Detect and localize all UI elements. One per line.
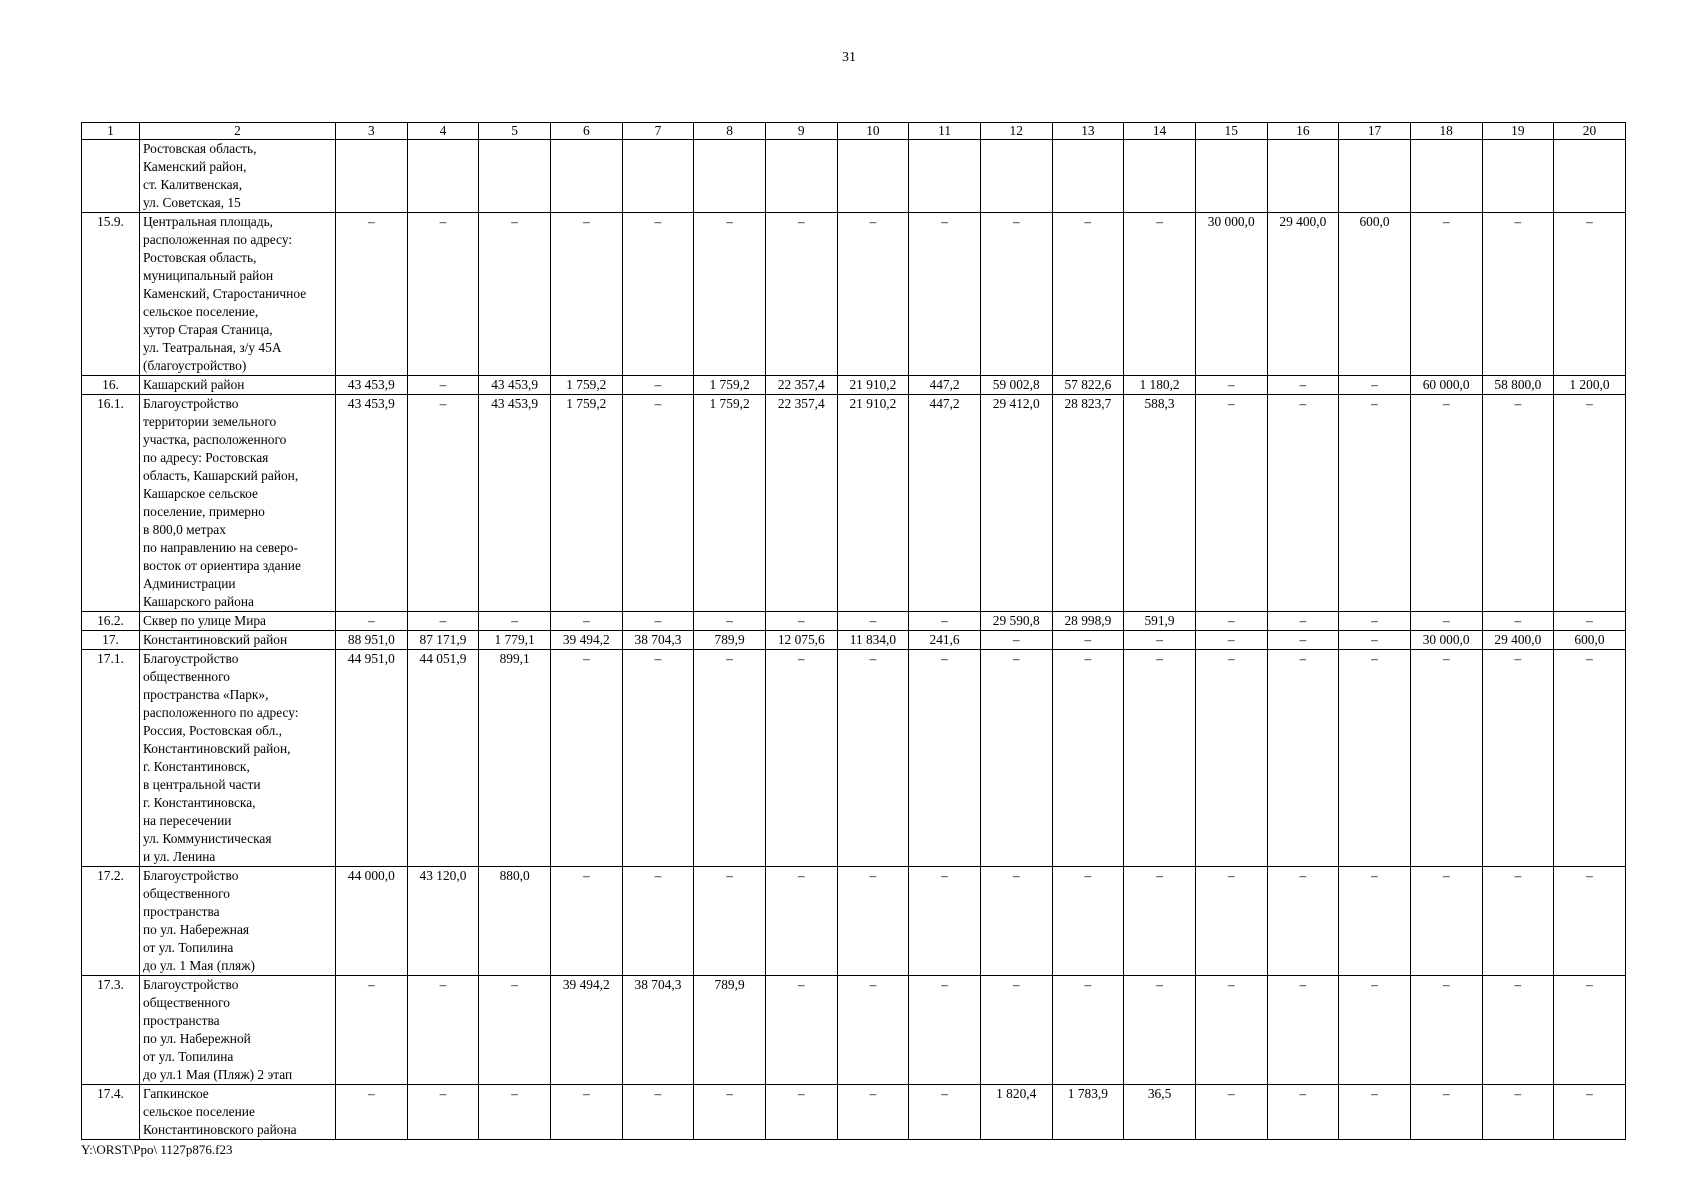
value-cell: 789,9: [694, 631, 766, 650]
column-number-cell: 3: [336, 123, 408, 140]
page-number: 31: [842, 50, 856, 65]
row-number-cell: 16.2.: [82, 612, 140, 631]
value-cell: –: [1052, 213, 1124, 376]
value-cell: –: [1052, 631, 1124, 650]
column-number-cell: 20: [1554, 123, 1626, 140]
value-cell: –: [550, 1085, 622, 1140]
value-cell: 58 800,0: [1482, 376, 1554, 395]
value-cell: 43 453,9: [336, 395, 408, 612]
value-cell: 44 051,9: [407, 650, 479, 867]
value-cell: 28 998,9: [1052, 612, 1124, 631]
value-cell: –: [837, 612, 909, 631]
value-cell: –: [622, 612, 694, 631]
value-cell: –: [1195, 1085, 1267, 1140]
value-cell: 43 453,9: [479, 395, 551, 612]
value-cell: 39 494,2: [550, 976, 622, 1085]
value-cell: –: [694, 1085, 766, 1140]
value-cell: –: [622, 395, 694, 612]
value-cell: –: [1195, 376, 1267, 395]
value-cell: –: [765, 612, 837, 631]
value-cell: –: [1554, 976, 1626, 1085]
value-cell: –: [1195, 976, 1267, 1085]
value-cell: –: [1410, 213, 1482, 376]
value-cell: –: [1195, 612, 1267, 631]
value-cell: 600,0: [1554, 631, 1626, 650]
value-cell: [407, 140, 479, 213]
value-cell: 21 910,2: [837, 395, 909, 612]
table-row: [82, 650, 1626, 867]
value-cell: 880,0: [479, 867, 551, 976]
value-cell: –: [1554, 650, 1626, 867]
item-name-cell: Благоустройство общественного пространства «Парк», расположенного по адресу: Россия, Ростовская обл., Константиновский район, г. Константиновск, в центральной части г. Константиновска, на пересечении ул. Коммунистическая и ул. Ленина: [140, 650, 336, 867]
value-cell: –: [407, 976, 479, 1085]
value-cell: 87 171,9: [407, 631, 479, 650]
value-cell: –: [1339, 395, 1411, 612]
value-cell: 588,3: [1124, 395, 1196, 612]
column-number-cell: 2: [140, 123, 336, 140]
value-cell: –: [1124, 650, 1196, 867]
value-cell: –: [1267, 1085, 1339, 1140]
value-cell: 22 357,4: [765, 395, 837, 612]
value-cell: –: [1052, 867, 1124, 976]
value-cell: –: [1554, 1085, 1626, 1140]
value-cell: –: [765, 213, 837, 376]
row-number-cell: [82, 140, 140, 213]
table-row: [82, 631, 1626, 650]
value-cell: 29 400,0: [1482, 631, 1554, 650]
value-cell: 43 453,9: [479, 376, 551, 395]
value-cell: [980, 140, 1052, 213]
value-cell: 1 200,0: [1554, 376, 1626, 395]
value-cell: –: [407, 1085, 479, 1140]
column-number-cell: 17: [1339, 123, 1411, 140]
value-cell: –: [1124, 976, 1196, 1085]
value-cell: 1 820,4: [980, 1085, 1052, 1140]
value-cell: –: [550, 867, 622, 976]
value-cell: –: [837, 976, 909, 1085]
value-cell: 29 590,8: [980, 612, 1052, 631]
item-name-cell: Центральная площадь, расположенная по адресу: Ростовская область, муниципальный район Каменский, Старостаничное сельское поселение, хутор Старая Станица, ул. Театральная, з/у 45А (благоустройство): [140, 213, 336, 376]
value-cell: 1 759,2: [550, 376, 622, 395]
value-cell: 88 951,0: [336, 631, 408, 650]
value-cell: –: [1195, 650, 1267, 867]
item-name-cell: Гапкинское сельское поселение Константиновского района: [140, 1085, 336, 1140]
value-cell: –: [1267, 650, 1339, 867]
value-cell: –: [1410, 1085, 1482, 1140]
value-cell: –: [1267, 867, 1339, 976]
value-cell: –: [1410, 650, 1482, 867]
row-number-cell: 17.3.: [82, 976, 140, 1085]
row-number-cell: 17.1.: [82, 650, 140, 867]
value-cell: –: [1124, 867, 1196, 976]
value-cell: –: [909, 650, 981, 867]
row-number-cell: 17.4.: [82, 1085, 140, 1140]
value-cell: –: [1339, 1085, 1411, 1140]
value-cell: –: [765, 867, 837, 976]
value-cell: 600,0: [1339, 213, 1411, 376]
value-cell: –: [1339, 612, 1411, 631]
value-cell: –: [622, 650, 694, 867]
row-number-cell: 17.2.: [82, 867, 140, 976]
footer-file-path: Y:\ORST\Ppo\ 1127p876.f23: [81, 1142, 233, 1157]
value-cell: –: [909, 976, 981, 1085]
value-cell: –: [1052, 976, 1124, 1085]
value-cell: –: [1339, 376, 1411, 395]
value-cell: 29 412,0: [980, 395, 1052, 612]
item-name-cell: Благоустройство территории земельного участка, расположенного по адресу: Ростовская область, Кашарский район, Кашарское сельское поселение, примерно в 800,0 метрах по направлению на северо- восток от ориентира здание Администрации Кашарского района: [140, 395, 336, 612]
column-number-cell: 7: [622, 123, 694, 140]
value-cell: –: [1339, 650, 1411, 867]
value-cell: 899,1: [479, 650, 551, 867]
value-cell: –: [1124, 631, 1196, 650]
value-cell: –: [1554, 867, 1626, 976]
value-cell: [479, 140, 551, 213]
item-name-cell: Константиновский район: [140, 631, 336, 650]
value-cell: –: [407, 213, 479, 376]
column-number-cell: 11: [909, 123, 981, 140]
value-cell: 30 000,0: [1195, 213, 1267, 376]
value-cell: –: [765, 650, 837, 867]
value-cell: –: [765, 1085, 837, 1140]
value-cell: –: [1482, 395, 1554, 612]
item-name-cell: Кашарский район: [140, 376, 336, 395]
column-number-cell: 15: [1195, 123, 1267, 140]
value-cell: –: [837, 867, 909, 976]
value-cell: –: [1554, 213, 1626, 376]
value-cell: –: [1482, 1085, 1554, 1140]
column-number-cell: 16: [1267, 123, 1339, 140]
value-cell: –: [694, 612, 766, 631]
column-number-cell: 4: [407, 123, 479, 140]
value-cell: 38 704,3: [622, 976, 694, 1085]
value-cell: [1124, 140, 1196, 213]
value-cell: –: [336, 976, 408, 1085]
value-cell: 44 000,0: [336, 867, 408, 976]
value-cell: 447,2: [909, 395, 981, 612]
value-cell: 44 951,0: [336, 650, 408, 867]
value-cell: –: [336, 213, 408, 376]
value-cell: –: [1267, 631, 1339, 650]
value-cell: –: [1267, 612, 1339, 631]
item-name-cell: Благоустройство общественного пространства по ул. Набережная от ул. Топилина до ул. 1 Мая (пляж): [140, 867, 336, 976]
value-cell: [336, 140, 408, 213]
value-cell: –: [1410, 867, 1482, 976]
value-cell: –: [1195, 631, 1267, 650]
value-cell: [1482, 140, 1554, 213]
value-cell: [1410, 140, 1482, 213]
value-cell: –: [1410, 976, 1482, 1085]
value-cell: –: [909, 612, 981, 631]
value-cell: –: [1195, 867, 1267, 976]
table-row: [82, 140, 1626, 213]
column-number-cell: 14: [1124, 123, 1196, 140]
row-number-cell: 15.9.: [82, 213, 140, 376]
value-cell: –: [980, 976, 1052, 1085]
column-number-cell: 10: [837, 123, 909, 140]
value-cell: –: [1267, 976, 1339, 1085]
value-cell: [1267, 140, 1339, 213]
value-cell: 43 453,9: [336, 376, 408, 395]
value-cell: –: [909, 213, 981, 376]
value-cell: –: [336, 1085, 408, 1140]
column-number-cell: 6: [550, 123, 622, 140]
value-cell: 39 494,2: [550, 631, 622, 650]
value-cell: –: [694, 867, 766, 976]
value-cell: 1 180,2: [1124, 376, 1196, 395]
table-row: [82, 612, 1626, 631]
value-cell: –: [1410, 612, 1482, 631]
value-cell: 22 357,4: [765, 376, 837, 395]
value-cell: –: [1482, 867, 1554, 976]
value-cell: [1339, 140, 1411, 213]
value-cell: [622, 140, 694, 213]
column-number-cell: 13: [1052, 123, 1124, 140]
table-row: [82, 867, 1626, 976]
table-header-row: [82, 123, 1626, 140]
value-cell: –: [550, 612, 622, 631]
value-cell: –: [479, 976, 551, 1085]
value-cell: 59 002,8: [980, 376, 1052, 395]
column-number-cell: 12: [980, 123, 1052, 140]
value-cell: 591,9: [1124, 612, 1196, 631]
value-cell: [694, 140, 766, 213]
value-cell: –: [694, 650, 766, 867]
column-number-cell: 18: [1410, 123, 1482, 140]
value-cell: 1 779,1: [479, 631, 551, 650]
row-number-cell: 17.: [82, 631, 140, 650]
value-cell: 21 910,2: [837, 376, 909, 395]
value-cell: 1 759,2: [694, 376, 766, 395]
value-cell: –: [909, 867, 981, 976]
value-cell: –: [980, 867, 1052, 976]
value-cell: –: [909, 1085, 981, 1140]
value-cell: –: [1195, 395, 1267, 612]
value-cell: –: [1124, 213, 1196, 376]
table-row: [82, 213, 1626, 376]
value-cell: [1554, 140, 1626, 213]
column-number-cell: 19: [1482, 123, 1554, 140]
value-cell: –: [1482, 612, 1554, 631]
value-cell: –: [479, 612, 551, 631]
value-cell: –: [550, 650, 622, 867]
value-cell: 43 120,0: [407, 867, 479, 976]
table-row: [82, 395, 1626, 612]
value-cell: 447,2: [909, 376, 981, 395]
value-cell: 1 759,2: [550, 395, 622, 612]
value-cell: –: [1482, 650, 1554, 867]
column-number-cell: 9: [765, 123, 837, 140]
item-name-cell: Ростовская область, Каменский район, ст. Калитвенская, ул. Советская, 15: [140, 140, 336, 213]
value-cell: 29 400,0: [1267, 213, 1339, 376]
table-row: [82, 376, 1626, 395]
value-cell: –: [1339, 867, 1411, 976]
value-cell: –: [550, 213, 622, 376]
value-cell: –: [837, 213, 909, 376]
value-cell: 38 704,3: [622, 631, 694, 650]
value-cell: –: [1267, 395, 1339, 612]
value-cell: [909, 140, 981, 213]
row-number-cell: 16.: [82, 376, 140, 395]
value-cell: [765, 140, 837, 213]
value-cell: 36,5: [1124, 1085, 1196, 1140]
value-cell: –: [1482, 213, 1554, 376]
column-number-cell: 1: [82, 123, 140, 140]
value-cell: –: [407, 395, 479, 612]
value-cell: –: [765, 976, 837, 1085]
budget-table: [81, 122, 1626, 1140]
value-cell: [1052, 140, 1124, 213]
value-cell: [837, 140, 909, 213]
value-cell: –: [336, 612, 408, 631]
value-cell: –: [407, 612, 479, 631]
item-name-cell: Сквер по улице Мира: [140, 612, 336, 631]
value-cell: –: [1267, 376, 1339, 395]
value-cell: –: [1052, 650, 1124, 867]
value-cell: –: [622, 1085, 694, 1140]
value-cell: –: [1554, 395, 1626, 612]
value-cell: –: [837, 650, 909, 867]
value-cell: 60 000,0: [1410, 376, 1482, 395]
value-cell: [1195, 140, 1267, 213]
column-number-cell: 5: [479, 123, 551, 140]
value-cell: 12 075,6: [765, 631, 837, 650]
value-cell: –: [1482, 976, 1554, 1085]
value-cell: 789,9: [694, 976, 766, 1085]
row-number-cell: 16.1.: [82, 395, 140, 612]
value-cell: 28 823,7: [1052, 395, 1124, 612]
value-cell: –: [622, 376, 694, 395]
value-cell: –: [1410, 395, 1482, 612]
value-cell: 57 822,6: [1052, 376, 1124, 395]
column-number-cell: 8: [694, 123, 766, 140]
value-cell: 241,6: [909, 631, 981, 650]
value-cell: 1 783,9: [1052, 1085, 1124, 1140]
value-cell: 11 834,0: [837, 631, 909, 650]
value-cell: –: [980, 650, 1052, 867]
value-cell: –: [479, 1085, 551, 1140]
value-cell: –: [479, 213, 551, 376]
item-name-cell: Благоустройство общественного пространства по ул. Набережной от ул. Топилина до ул.1 Мая (Пляж) 2 этап: [140, 976, 336, 1085]
value-cell: 30 000,0: [1410, 631, 1482, 650]
value-cell: –: [622, 213, 694, 376]
value-cell: –: [622, 867, 694, 976]
value-cell: –: [837, 1085, 909, 1140]
value-cell: –: [980, 631, 1052, 650]
value-cell: –: [980, 213, 1052, 376]
table-row: [82, 1085, 1626, 1140]
value-cell: [550, 140, 622, 213]
value-cell: –: [1554, 612, 1626, 631]
value-cell: 1 759,2: [694, 395, 766, 612]
value-cell: –: [407, 376, 479, 395]
value-cell: –: [1339, 631, 1411, 650]
table-row: [82, 976, 1626, 1085]
value-cell: –: [694, 213, 766, 376]
value-cell: –: [1339, 976, 1411, 1085]
